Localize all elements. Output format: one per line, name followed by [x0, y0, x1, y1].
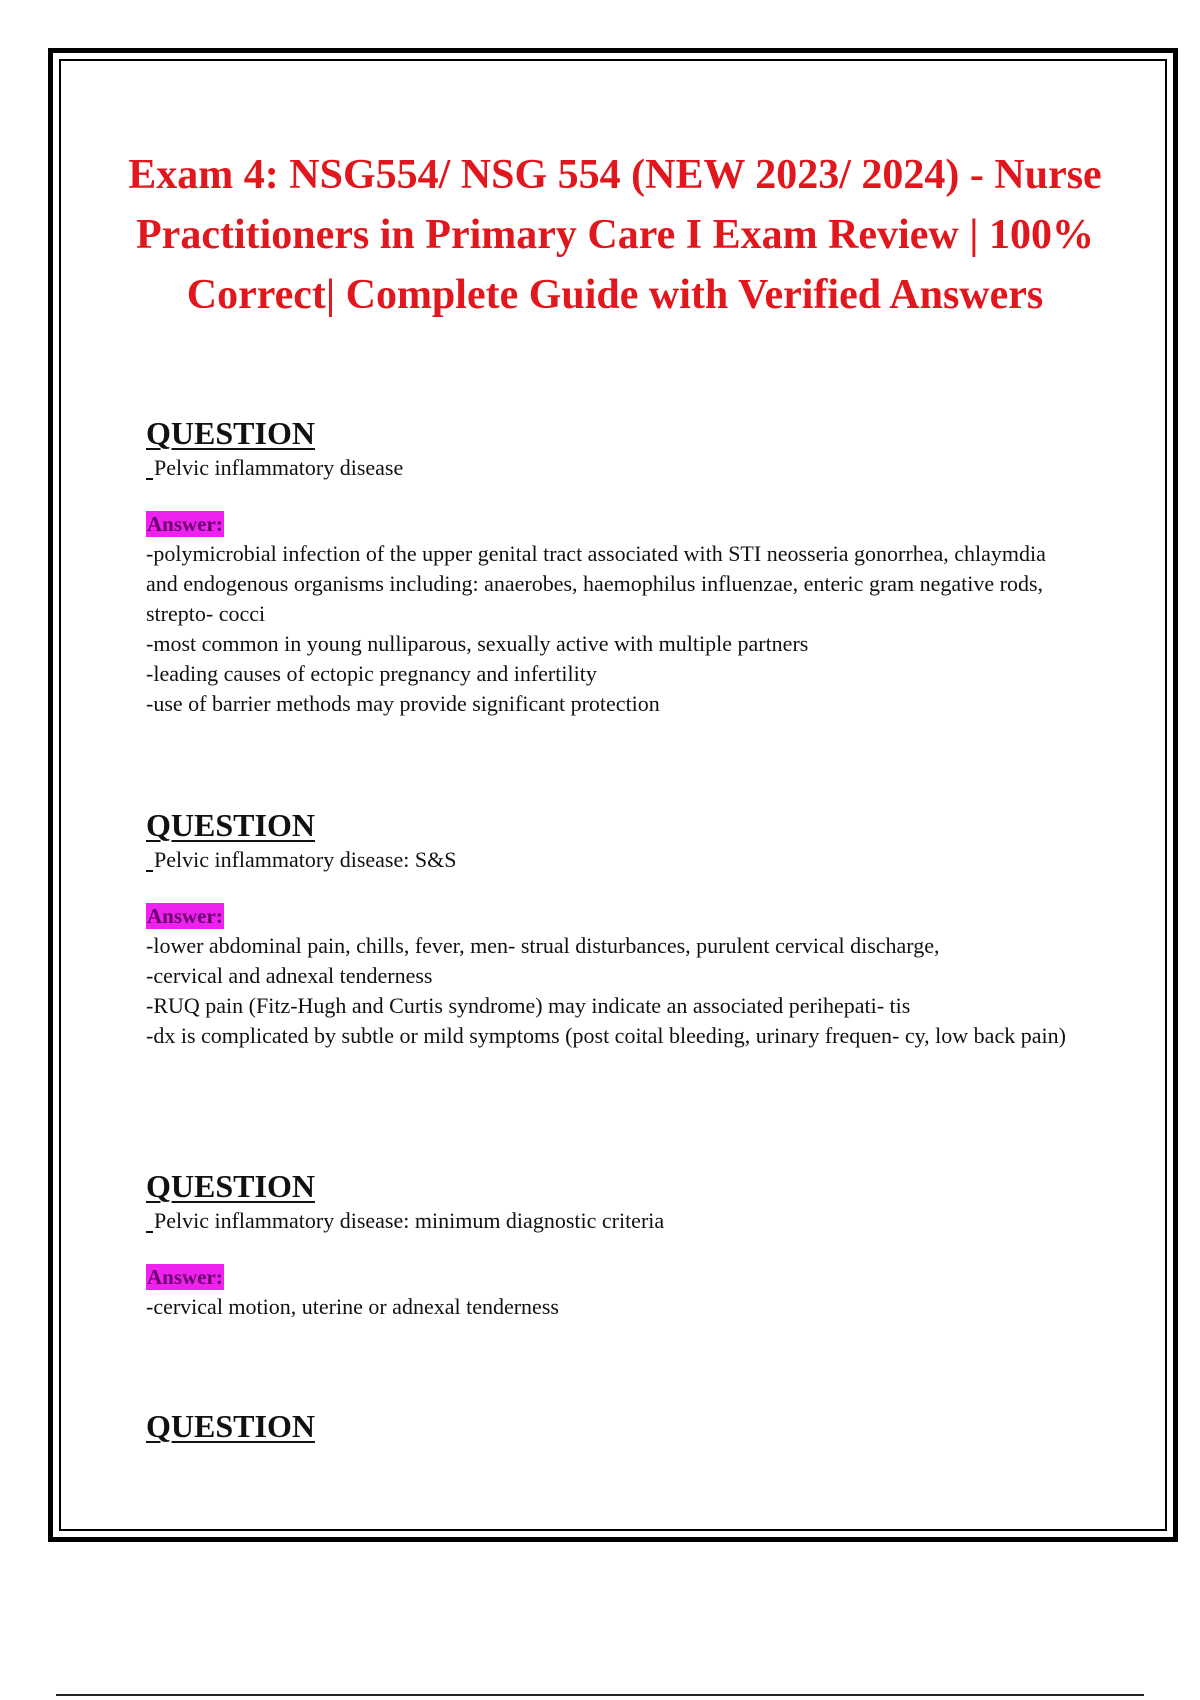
- answer-label: Answer:: [147, 512, 223, 536]
- answer-line: -polymicrobial infection of the upper genital tract associated with STI neosseria gonorrhea, chlaymdia and endogenous organisms including: anaerobes, haemophilus influenzae, enteric gram negative rods, strepto- cocci: [146, 541, 1046, 626]
- question-block-2: [146, 807, 1076, 1051]
- answer-line: -most common in young nulliparous, sexually active with multiple partners: [146, 631, 809, 656]
- question-heading: QUESTION: [146, 1408, 315, 1444]
- answer-line: -dx is complicated by subtle or mild symptoms (post coital bleeding, urinary frequen- cy, low back pain): [146, 1023, 1066, 1048]
- question-text: Pelvic inflammatory disease: minimum diagnostic criteria: [146, 1206, 1076, 1236]
- question-heading: QUESTION: [146, 415, 315, 451]
- answer-label: Answer:: [147, 1265, 223, 1289]
- answer-lines: [146, 1292, 1076, 1322]
- answer-line: -leading causes of ectopic pregnancy and infertility: [146, 661, 597, 686]
- answer-line: -RUQ pain (Fitz-Hugh and Curtis syndrome) may indicate an associated perihepati- tis: [146, 993, 911, 1018]
- question-heading: QUESTION: [146, 1168, 315, 1204]
- answer-lines: [146, 931, 1076, 1051]
- question-text: Pelvic inflammatory disease: S&S: [146, 845, 1076, 875]
- question-text: Pelvic inflammatory disease: [146, 453, 1076, 483]
- answer-label: Answer:: [147, 904, 223, 928]
- answer-line: -cervical and adnexal tenderness: [146, 963, 433, 988]
- question-block-3: [146, 1168, 1076, 1322]
- question-block-1: [146, 415, 1076, 719]
- question-block-4: [146, 1408, 1076, 1444]
- document-title: Exam 4: NSG554/ NSG 554 (NEW 2023/ 2024) - Nurse Practitioners in Primary Care I Exam Review | 100% Correct| Complete Guide with Verified Answers: [128, 152, 1102, 318]
- question-heading: QUESTION: [146, 807, 315, 843]
- answer-lines: [146, 539, 1076, 719]
- answer-line: -cervical motion, uterine or adnexal tenderness: [146, 1294, 559, 1319]
- answer-line: -lower abdominal pain, chills, fever, men- strual disturbances, purulent cervical discharge,: [146, 933, 940, 958]
- bottom-rule: [56, 1694, 1144, 1696]
- answer-line: -use of barrier methods may provide significant protection: [146, 691, 660, 716]
